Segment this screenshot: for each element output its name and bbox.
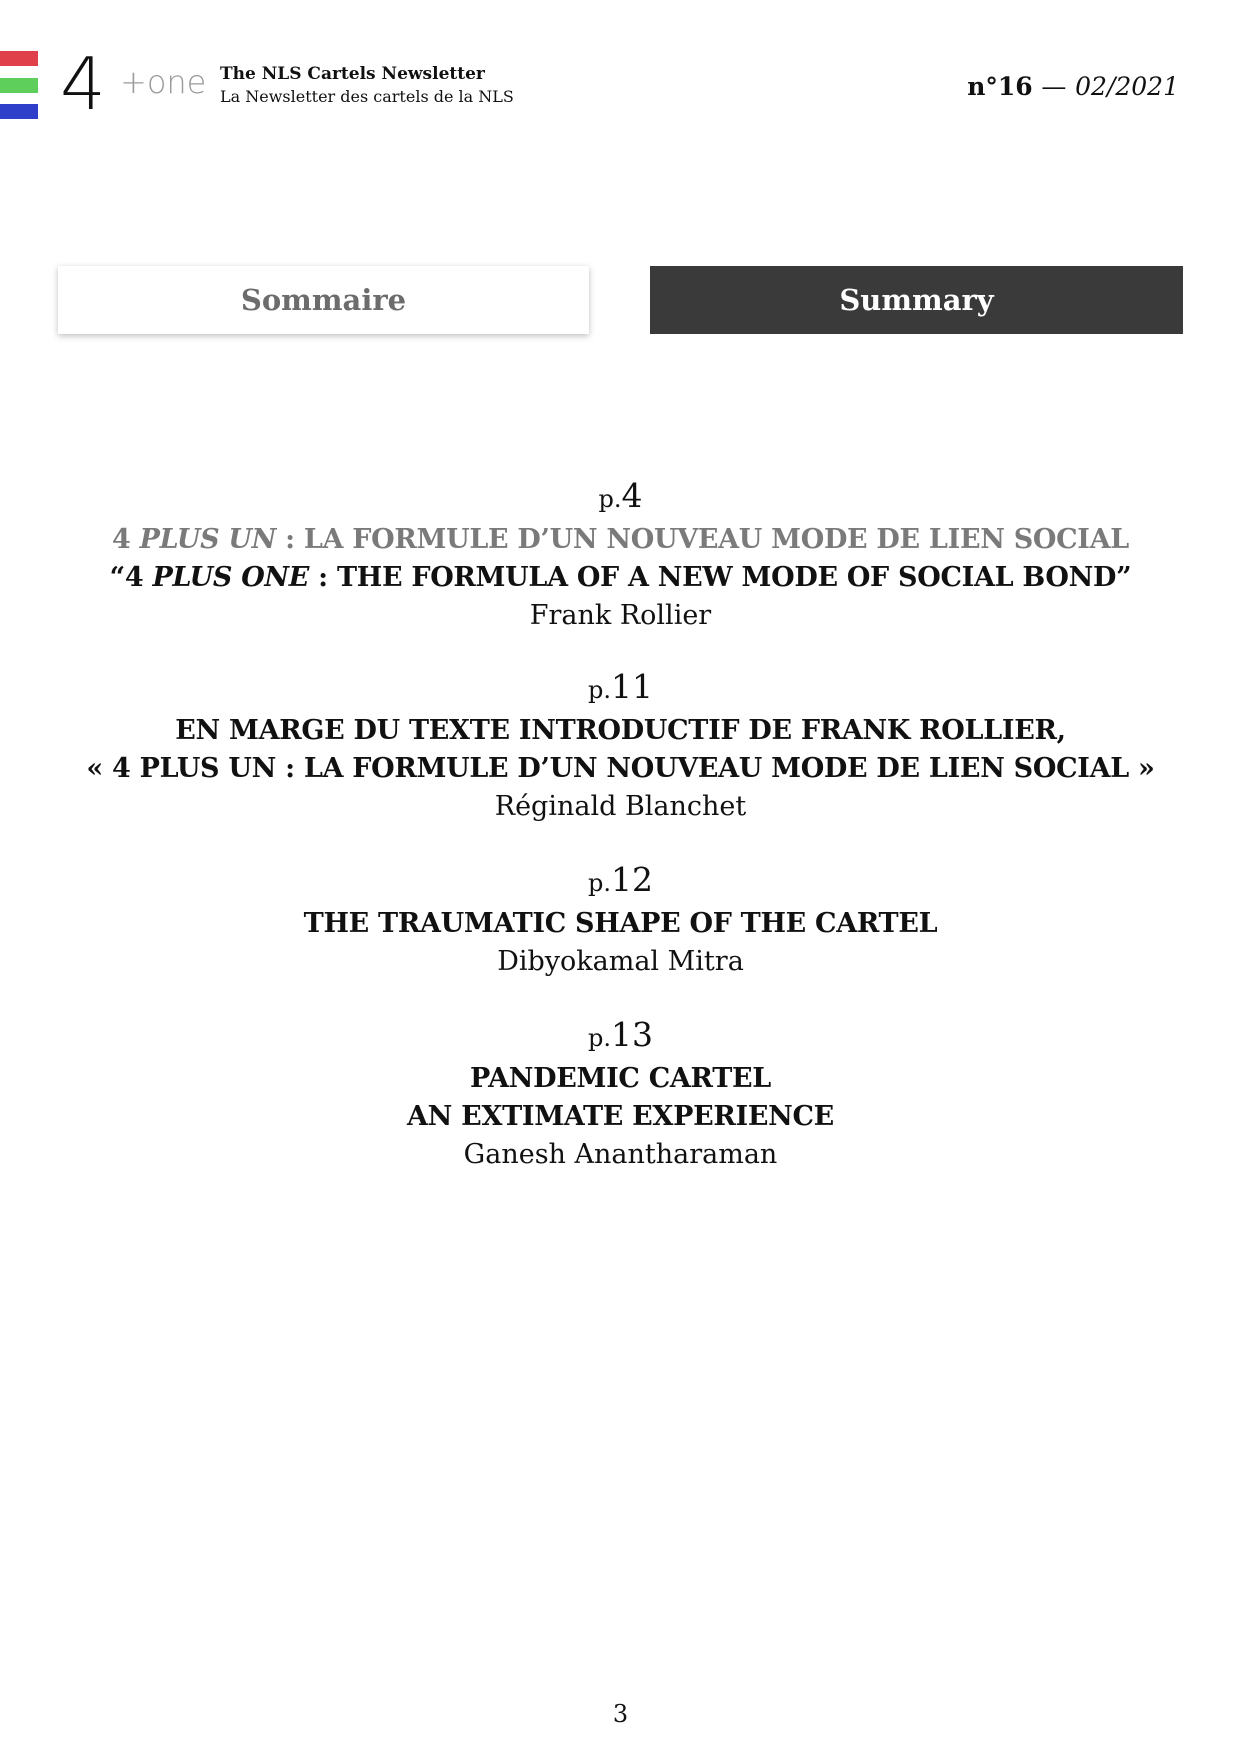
- page-number-footer: 3: [612, 1700, 629, 1728]
- entry-title-en: [0, 559, 1241, 597]
- toc-entry[interactable]: [0, 1015, 1241, 1174]
- page-prefix: p.: [598, 485, 622, 513]
- issue-info: [967, 72, 1179, 102]
- page-reference: [0, 860, 1241, 899]
- issue-number: n°16: [967, 72, 1033, 101]
- title-fr-prefix: 4: [112, 524, 140, 555]
- flag-stripe-blue: [0, 104, 38, 119]
- entry-author: Réginald Blanchet: [494, 791, 747, 822]
- page-prefix: p.: [588, 869, 611, 897]
- title-en-prefix: “4: [109, 562, 153, 593]
- title-fr-rest: : LA FORMULE D’UN NOUVEAU MODE DE LIEN SOCIAL: [276, 524, 1129, 555]
- page-number: 4: [621, 476, 643, 515]
- toc-entry[interactable]: [0, 667, 1241, 826]
- page-reference: [0, 476, 1241, 515]
- newsletter-subtitle: La Newsletter des cartels de la NLS: [220, 87, 514, 106]
- page-number: 12: [611, 860, 653, 899]
- issue-separator: —: [1041, 72, 1067, 101]
- tab-sommaire[interactable]: Sommaire: [58, 266, 589, 334]
- logo-suffix: +one: [120, 63, 207, 101]
- logo-number: 4: [60, 42, 106, 126]
- page-prefix: p.: [588, 676, 611, 704]
- title-fr-italic: PLUS UN: [139, 524, 276, 555]
- title-en-rest: : THE FORMULA OF A NEW MODE OF SOCIAL BOND”: [309, 562, 1132, 593]
- tab-summary[interactable]: Summary: [650, 266, 1183, 334]
- entry-author: Frank Rollier: [529, 600, 712, 631]
- entry-author: Dibyokamal Mitra: [497, 946, 744, 977]
- entry-author: Ganesh Anantharaman: [463, 1139, 778, 1170]
- newsletter-title: The NLS Cartels Newsletter: [220, 64, 485, 84]
- entry-title-line: « 4 PLUS UN : LA FORMULE D’UN NOUVEAU MODE DE LIEN SOCIAL »: [86, 753, 1155, 784]
- entry-title-line: PANDEMIC CARTEL: [470, 1063, 771, 1094]
- table-of-contents: [0, 476, 1241, 1174]
- toc-entry[interactable]: [0, 476, 1241, 635]
- issue-date: 02/2021: [1075, 72, 1179, 101]
- entry-title-line: AN EXTIMATE EXPERIENCE: [407, 1101, 834, 1132]
- entry-title-fr: [0, 521, 1241, 559]
- flag-stripe-red: [0, 51, 38, 66]
- flag-stripe-green: [0, 78, 38, 93]
- page-reference: [0, 667, 1241, 706]
- page-reference: [0, 1015, 1241, 1054]
- page-prefix: p.: [588, 1024, 611, 1052]
- page-number: 11: [611, 667, 653, 706]
- title-en-italic: PLUS ONE: [152, 562, 310, 593]
- entry-title-line: EN MARGE DU TEXTE INTRODUCTIF DE FRANK ROLLIER,: [175, 715, 1066, 746]
- page-number: 13: [611, 1015, 653, 1054]
- toc-entry[interactable]: [0, 860, 1241, 981]
- entry-title-line: THE TRAUMATIC SHAPE OF THE CARTEL: [303, 908, 938, 939]
